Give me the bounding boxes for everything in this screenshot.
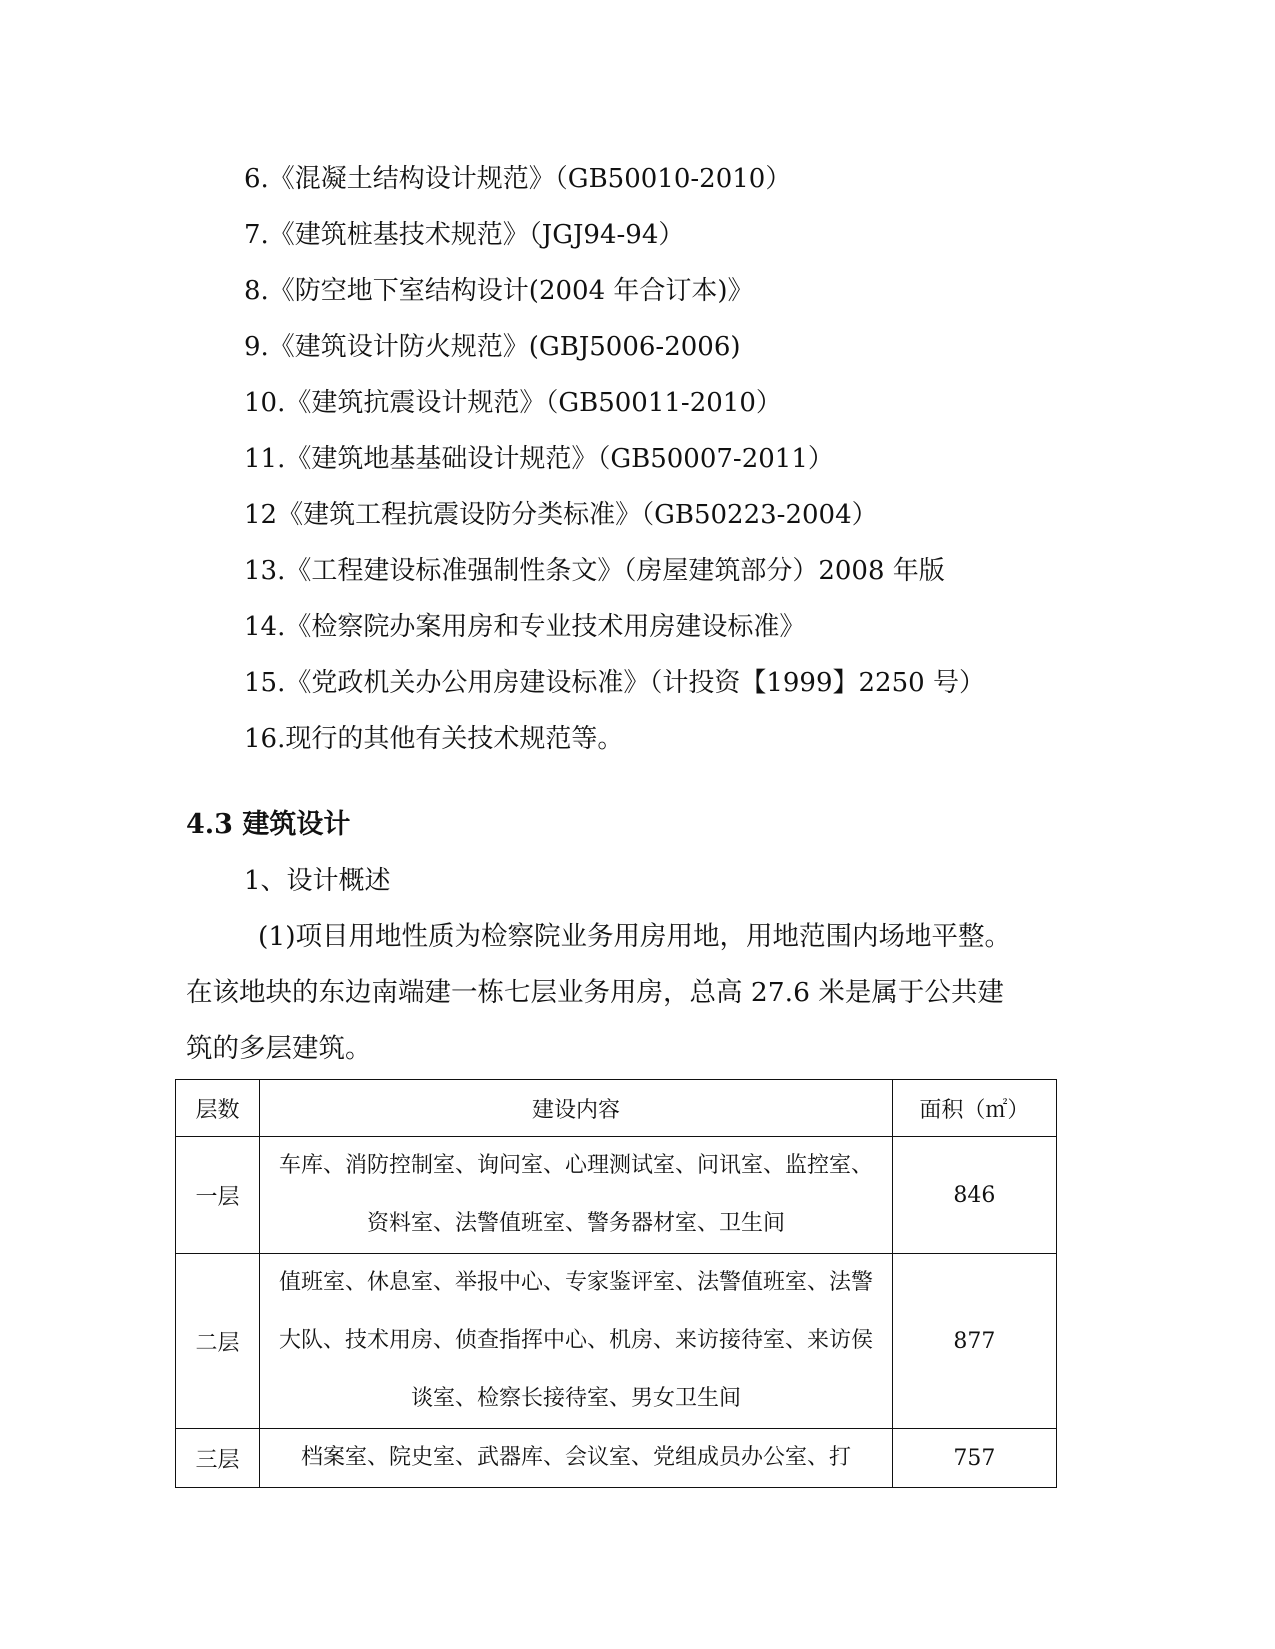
area-cell: 877 xyxy=(892,1254,1056,1429)
reference-item: 15.《党政机关办公用房建设标准》（计投资【1999】2250 号） xyxy=(244,668,985,698)
content-cell: 档案室、院史室、武器库、会议室、党组成员办公室、打 xyxy=(260,1429,893,1488)
table-row xyxy=(176,1429,1057,1488)
area-cell: 846 xyxy=(892,1137,1056,1254)
content-cell: 车库、消防控制室、询问室、心理测试室、问讯室、监控室、资料室、法警值班室、警务器材室、卫生间 xyxy=(260,1137,893,1254)
reference-item: 8.《防空地下室结构设计(2004 年合订本)》 xyxy=(244,276,754,306)
table-row xyxy=(176,1137,1057,1254)
section-heading: 4.3 建筑设计 xyxy=(186,809,351,840)
content-cell: 值班室、休息室、举报中心、专家鉴评室、法警值班室、法警大队、技术用房、侦查指挥中心、机房、来访接待室、来访侯谈室、检察长接待室、男女卫生间 xyxy=(260,1254,893,1429)
reference-item: 6.《混凝土结构设计规范》（GB50010-2010） xyxy=(244,164,792,194)
floor-cell: 一层 xyxy=(176,1137,260,1254)
paragraph-line: (1)项目用地性质为检察院业务用房用地，用地范围内场地平整。 xyxy=(258,921,1012,952)
floor-cell: 三层 xyxy=(176,1429,260,1488)
reference-item: 7.《建筑桩基技术规范》（JGJ94-94） xyxy=(244,220,685,250)
paragraph-line: 筑的多层建筑。 xyxy=(186,1033,372,1064)
floor-area-table xyxy=(175,1079,1057,1488)
reference-item: 10.《建筑抗震设计规范》（GB50011-2010） xyxy=(244,388,782,418)
table-header-row xyxy=(176,1080,1057,1137)
header-content: 建设内容 xyxy=(260,1080,893,1137)
reference-item: 16.现行的其他有关技术规范等。 xyxy=(244,724,624,754)
reference-item: 9.《建筑设计防火规范》(GBJ5006-2006) xyxy=(244,332,741,362)
header-floor: 层数 xyxy=(176,1080,260,1137)
reference-item: 14.《检察院办案用房和专业技术用房建设标准》 xyxy=(244,612,806,642)
area-cell: 757 xyxy=(892,1429,1056,1488)
paragraph-line: 在该地块的东边南端建一栋七层业务用房，总高 27.6 米是属于公共建 xyxy=(186,977,1004,1008)
floor-cell: 二层 xyxy=(176,1254,260,1429)
reference-item: 12《建筑工程抗震设防分类标准》（GB50223-2004） xyxy=(244,500,878,530)
header-area: 面积（㎡） xyxy=(892,1080,1056,1137)
reference-item: 13.《工程建设标准强制性条文》（房屋建筑部分）2008 年版 xyxy=(244,556,945,586)
table-row xyxy=(176,1254,1057,1429)
reference-item: 11.《建筑地基基础设计规范》（GB50007-2011） xyxy=(244,444,834,474)
sub-heading: 1、设计概述 xyxy=(244,866,391,896)
